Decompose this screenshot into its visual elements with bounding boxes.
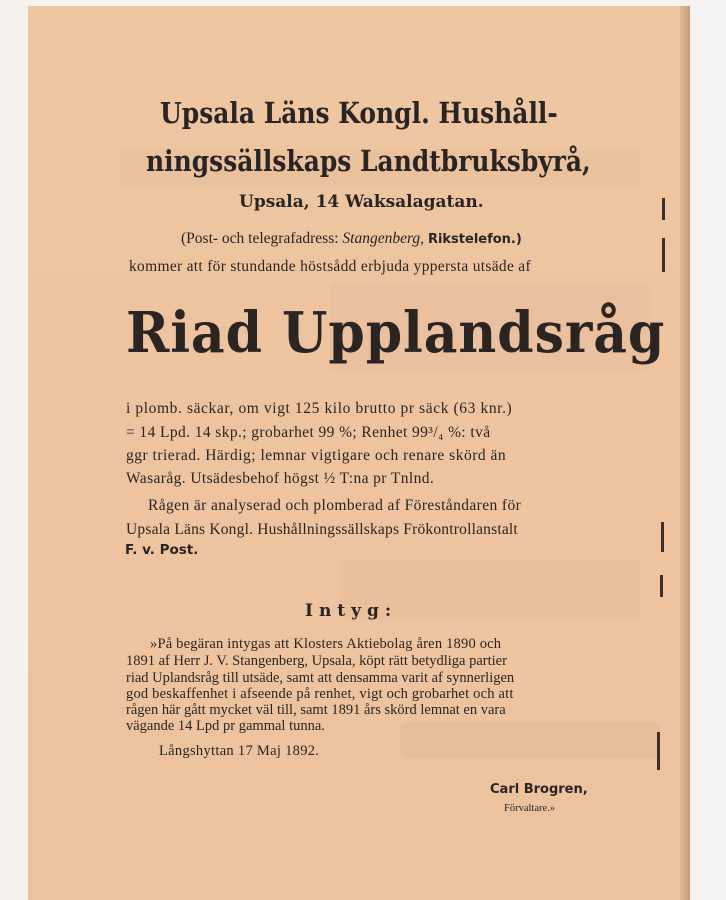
binding-notch	[662, 238, 665, 272]
page-spine	[680, 6, 690, 900]
certificate-line-3: riad Uplandsråg till utsäde, samt att densamma varit af synnerligen	[126, 670, 515, 686]
analysis-signer: F. v. Post.	[125, 542, 199, 558]
address-line: Upsala, 14 Waksalagatan.	[239, 192, 484, 212]
contact-line	[181, 230, 522, 248]
certificate-heading: Intyg:	[305, 601, 398, 621]
contact-prefix: (Post- och telegrafadress:	[181, 230, 339, 247]
binding-notch	[662, 198, 665, 220]
description-line-2: = 14 Lpd. 14 skp.; grobarhet 99 %; Renhet 99³/₄ %: två	[126, 424, 491, 441]
bleed-through-smudge	[400, 722, 660, 758]
header-line-1: Upsala Läns Kongl. Hushåll-	[160, 96, 558, 130]
certificate-line-2: 1891 af Herr J. V. Stangenberg, Upsala, köpt rätt betydliga partier	[126, 653, 507, 669]
contact-name: Stangenberg,	[342, 230, 425, 247]
background-edge	[690, 0, 726, 900]
description-line-3: ggr trierad. Härdig; lemnar vigtigare och renare skörd än	[126, 447, 507, 464]
certificate-line-5: rågen här gått mycket väl till, samt 1891 års skörd lemnat en vara	[126, 702, 506, 718]
product-title: Riad Upplandsråg	[126, 300, 666, 366]
certificate-line-4: god beskaffenhet i afseende på renhet, vigt och grobarhet och att	[126, 686, 514, 702]
certificate-line-1: »På begäran intygas att Klosters Aktiebolag åren 1890 och	[150, 636, 502, 652]
analysis-line-2: Upsala Läns Kongl. Hushållningssällskaps Frökontrollanstalt	[126, 521, 518, 538]
analysis-line-1: Rågen är analyserad och plomberad af Föreståndaren för	[148, 497, 522, 514]
intro-line: kommer att för stundande höstsådd erbjuda yppersta utsäde af	[129, 258, 531, 275]
description-line-1: i plomb. säckar, om vigt 125 kilo brutto pr säck (63 knr.)	[126, 400, 513, 417]
certificate-line-6: vägande 14 Lpd pr gammal tunna.	[126, 718, 325, 734]
signature-role: Förvaltare.»	[504, 803, 556, 814]
description-line-4: Wasaråg. Utsädesbehof högst ½ T:na pr Tnlnd.	[126, 470, 435, 487]
contact-telephone: Rikstelefon.)	[427, 232, 522, 247]
certificate-place-date: Långshyttan 17 Maj 1892.	[159, 743, 320, 759]
header-line-2: ningssällskaps Landtbruksbyrå,	[146, 144, 591, 178]
binding-notch	[661, 522, 664, 552]
binding-notch	[660, 575, 663, 597]
signature-name: Carl Brogren,	[490, 782, 588, 797]
